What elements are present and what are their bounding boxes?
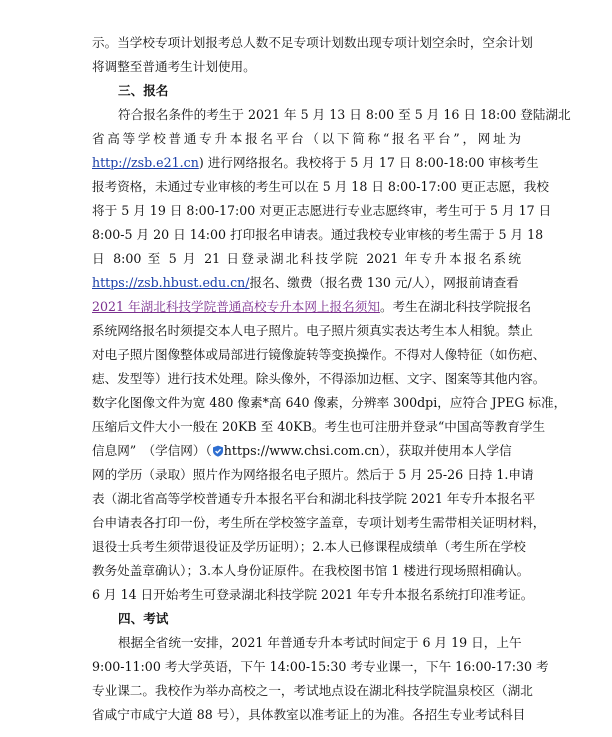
- text-line: 报考资格，未通过专业审核的考生可以在 5 月 18 日 8:00-17:00 更正志愿，我校: [92, 179, 549, 194]
- hbust-registration-link[interactable]: https://zsb.hbust.edu.cn/: [92, 275, 250, 290]
- text-line: 系统网络报名时须提交本人电子照片。电子照片须真实表达考生本人相貌。禁止: [92, 323, 533, 338]
- text-line: 数字化图像文件为宽 480 像素*高 640 像素，分辨率 300dpi，应符合 JPEG 标准，: [92, 395, 567, 410]
- text-line: 8:00-5 月 20 日 14:00 打印报名申请表。通过我校专业审核的考生需于 5 月 18: [92, 227, 544, 242]
- text-line: 将调整至普通考生计划使用。: [92, 59, 256, 74]
- text-line: 日 8:00 至 5 月 21 日登录湖北科技学院 2021 年专升本报名系统: [92, 251, 521, 266]
- text-line: 6 月 14 日开始考生可登录湖北科技学院 2021 年专升本报名系统打印准考证。: [92, 587, 534, 602]
- text-line: 压缩后文件大小一般在 20KB 至 40KB。考生也可注册并登录“中国高等教育学生: [92, 419, 546, 434]
- section-heading-exam: 四、考试: [118, 611, 169, 626]
- text-line: 痣、发型等）进行技术处理。除头像外，不得添加边框、文字、图案等其他内容。: [92, 371, 546, 386]
- platform-link[interactable]: http://zsb.e21.cn: [92, 155, 199, 170]
- text-line: http://zsb.e21.cn) 进行网络报名。我校将于 5 月 17 日 8:00-18:00 审核考生: [92, 155, 539, 170]
- text-line: 网的学历（录取）照片作为网络报名电子照片。然后于 5 月 25-26 日持 1.申请: [92, 467, 534, 482]
- text-line: 退役士兵考生须带退役证及学历证明）；2.本人已修课程成绩单（考生所在学校: [92, 539, 526, 554]
- text-line: 省咸宁市咸宁大道 88 号），具体教室以准考证上的为准。各招生专业考试科目: [92, 707, 526, 722]
- text-line: 对电子照片图像整体或局部进行镜像旋转等变换操作。不得对人像特征（如伤疤、: [92, 347, 546, 362]
- shield-check-icon: [212, 444, 224, 456]
- text-line: 信息网” （学信网）（ https://www.chsi.com.cn），获取并使用本人学信: [92, 443, 512, 458]
- text-line: 2021 年湖北科技学院普通高校专升本网上报名须知。考生在湖北科技学院报名: [92, 299, 532, 314]
- text-line: 符合报名条件的考生于 2021 年 5 月 13 日 8:00 至 5 月 16 日 18:00 登陆湖北: [118, 107, 571, 122]
- text-line: 表（湖北省高等学校普通专升本报名平台和湖北科技学院 2021 年专升本报名平: [92, 491, 536, 506]
- text-line: 9:00-11:00 考大学英语，下午 14:00-15:30 考专业课一，下午 16:00-17:30 考: [92, 659, 549, 674]
- text-line: 教务处盖章确认）；3.本人身份证原件。在我校图书馆 1 楼进行现场照相确认。: [92, 563, 530, 578]
- registration-notice-link[interactable]: 2021 年湖北科技学院普通高校专升本网上报名须知: [92, 299, 380, 314]
- text-line: https://zsb.hbust.edu.cn/报名、缴费（报名费 130 元/人），网报前请查看: [92, 275, 519, 290]
- text-line: 台申请表各打印一份，考生所在学校签字盖章，专项计划考生需带相关证明材料，: [92, 515, 546, 530]
- text-line: 专业课二。我校作为举办高校之一，考试地点设在湖北科技学院温泉校区（湖北: [92, 683, 533, 698]
- text-line: 省高等学校普通专升本报名平台（以下简称“报名平台”，网址为: [92, 131, 521, 146]
- text-line: 示。当学校专项计划报考总人数不足专项计划数出现专项计划空余时，空余计划: [92, 35, 533, 50]
- text-line: 根据全省统一安排，2021 年普通专升本考试时间定于 6 月 19 日，上午: [118, 635, 522, 650]
- text-line: 将于 5 月 19 日 8:00-17:00 对更正志愿进行专业志愿终审，考生可于 5 月 17 日: [92, 203, 552, 218]
- section-heading-registration: 三、报名: [118, 83, 169, 98]
